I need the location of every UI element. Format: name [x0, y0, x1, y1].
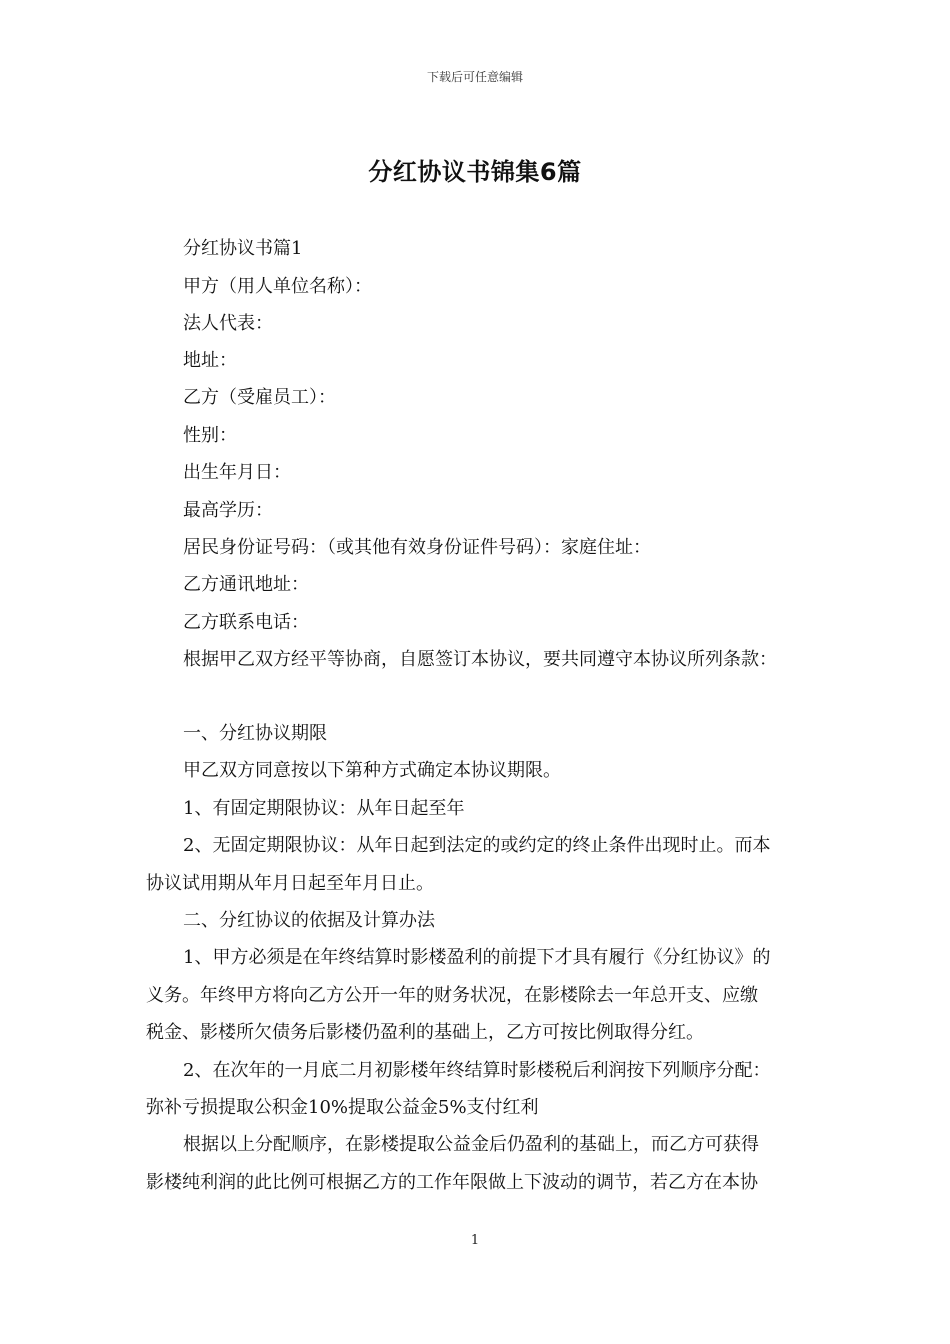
- paragraph-line: 义务。年终甲方将向乙方公开一年的财务状况，在影楼除去一年总开支、应缴: [146, 985, 758, 1006]
- address: 地址：: [183, 350, 237, 371]
- legal-representative: 法人代表：: [183, 313, 273, 334]
- paragraph-line: 税金、影楼所欠债务后影楼仍盈利的基础上，乙方可按比例取得分红。: [146, 1022, 704, 1043]
- paragraph-line: 弥补亏损提取公积金10%提取公益金5%支付红利: [146, 1097, 539, 1118]
- paragraph-line: 根据以上分配顺序，在影楼提取公益金后仍盈利的基础上，而乙方可获得: [183, 1134, 759, 1155]
- header-note: 下载后可任意编辑: [426, 70, 523, 84]
- paragraph-line: 1、甲方必须是在年终结算时影楼盈利的前提下才具有履行《分红协议》的: [183, 947, 771, 968]
- paragraph-line: 协议试用期从年月日起至年月日止。: [146, 873, 434, 894]
- paragraph-line: 1、有固定期限协议：从年日起至年: [183, 798, 465, 819]
- paragraph-line: 影楼纯利润的此比例可根据乙方的工作年限做上下波动的调节，若乙方在本协: [146, 1172, 758, 1193]
- section-heading: 分红协议书篇1: [183, 238, 303, 259]
- party-b-phone: 乙方联系电话：: [183, 612, 309, 633]
- paragraph-line: 甲乙双方同意按以下第种方式确定本协议期限。: [183, 760, 561, 781]
- page-number: 1: [470, 1233, 480, 1248]
- education: 最高学历：: [183, 500, 273, 521]
- clause-heading-1: 一、分红协议期限: [183, 723, 327, 744]
- clause-heading-2: 二、分红协议的依据及计算办法: [183, 910, 435, 931]
- party-a-name: 甲方（用人单位名称）：: [183, 276, 372, 297]
- birth-date: 出生年月日：: [183, 462, 291, 483]
- party-b-address: 乙方通讯地址：: [183, 574, 309, 595]
- paragraph-line: 2、在次年的一月底二月初影楼年终结算时影楼税后利润按下列顺序分配：: [183, 1060, 771, 1081]
- gender: 性别：: [183, 425, 237, 446]
- agreement-intro: 根据甲乙双方经平等协商，自愿签订本协议，要共同遵守本协议所列条款：: [183, 649, 777, 670]
- paragraph-line: 2、无固定期限协议：从年日起到法定的或约定的终止条件出现时止。而本: [183, 835, 771, 856]
- id-number: 居民身份证号码：（或其他有效身份证件号码）：家庭住址：: [183, 537, 651, 558]
- document-title: 分红协议书锦集6篇: [368, 158, 582, 186]
- party-b-name: 乙方（受雇员工）：: [183, 387, 336, 408]
